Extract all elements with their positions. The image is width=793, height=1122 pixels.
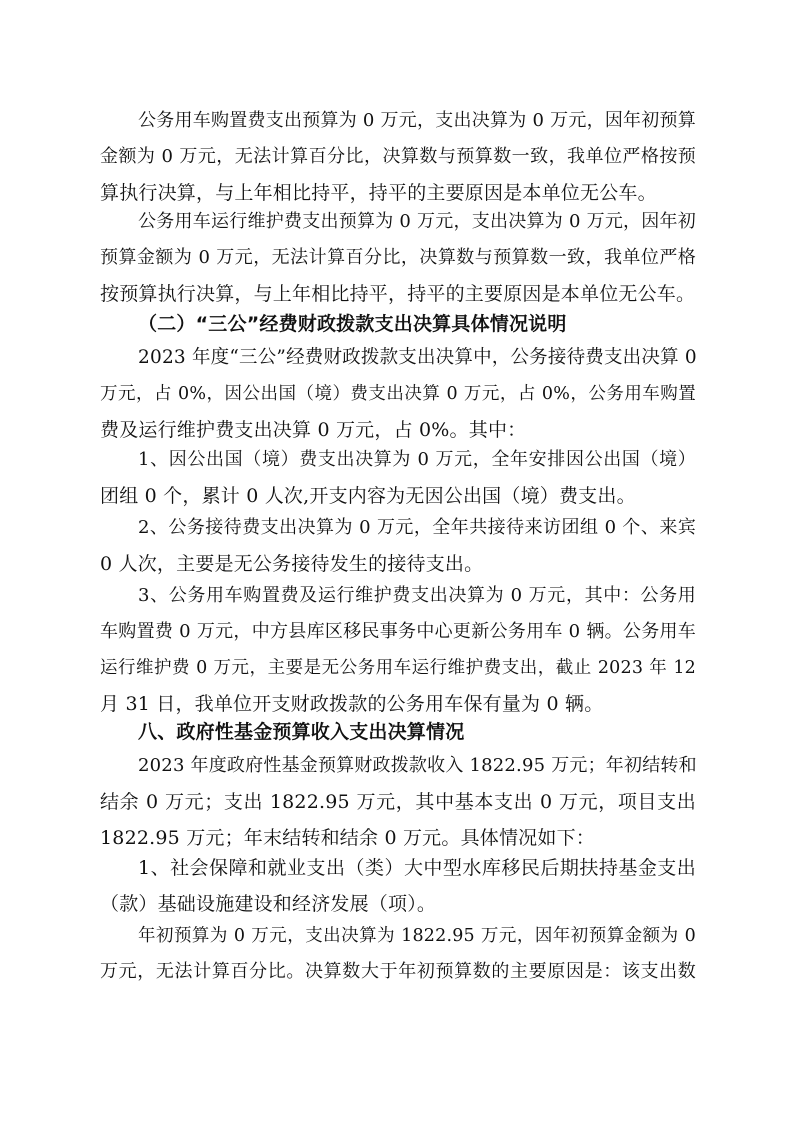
paragraph-fund-item-1-detail <box>100 918 696 990</box>
text-line: 2023 年度“三公”经费财政拨款支出决算中，公务接待费支出决算 0 <box>138 347 697 368</box>
text-line: 1、社会保障和就业支出（类）大中型水库移民后期扶持基金支出 <box>138 857 696 879</box>
text-line: 3、公务用车购置费及运行维护费支出决算为 0 万元，其中：公务用 <box>138 585 696 606</box>
text-line: 2、公务接待费支出决算为 0 万元，全年共接待来访团组 0 个、来宾 <box>138 517 696 538</box>
text-line: 费及运行维护费支出决算 0 万元，占 0%。其中： <box>100 419 527 441</box>
paragraph-item-2-reception <box>100 510 696 582</box>
heading-line: （二）“三公”经费财政拨款支出决算具体情况说明 <box>138 313 567 335</box>
text-line: 年初预算为 0 万元，支出决算为 1822.95 万元，因年初预算金额为 0 <box>138 926 696 946</box>
text-line: 公务用车运行维护费支出预算为 0 万元，支出决算为 0 万元，因年初 <box>138 211 696 232</box>
section-heading-three-public <box>100 306 696 342</box>
paragraph-item-1-overseas <box>100 442 696 514</box>
section-heading-government-fund <box>100 714 696 750</box>
text-line: 预算金额为 0 万元，无法计算百分比，决算数与预算数一致，我单位严格 <box>100 247 696 268</box>
text-line: 按预算执行决算，与上年相比持平，持平的主要原因是本单位无公车。 <box>100 283 696 305</box>
heading-line: 八、政府性基金预算收入支出决算情况 <box>138 721 465 743</box>
text-line: 月 31 日，我单位开支财政拨款的公务用车保有量为 0 辆。 <box>100 693 604 715</box>
text-line: （款）基础设施建设和经济发展（项）。 <box>100 893 437 915</box>
text-line: 运行维护费 0 万元，主要是无公务用车运行维护费支出，截止 2023 年 12 <box>100 658 696 678</box>
text-line: 金额为 0 万元，无法计算百分比，决算数与预算数一致，我单位严格按预 <box>100 146 696 167</box>
text-line: 结余 0 万元；支出 1822.95 万元，其中基本支出 0 万元，项目支出 <box>100 791 696 813</box>
paragraph-fund-item-1 <box>100 850 696 922</box>
text-line: 万元，无法计算百分比。决算数大于年初预算数的主要原因是：该支出数 <box>100 961 696 982</box>
text-line: 团组 0 个，累计 0 人次,开支内容为无因公出国（境）费支出。 <box>100 485 636 507</box>
paragraph-item-3-vehicles <box>100 578 696 722</box>
text-line: 算执行决算，与上年相比持平，持平的主要原因是本单位无公车。 <box>100 182 657 204</box>
text-line: 万元，占 0%，因公出国（境）费支出决算 0 万元，占 0%，公务用车购置 <box>100 384 696 404</box>
text-line: 0 人次，主要是无公务接待发生的接待支出。 <box>100 553 484 575</box>
text-line: 公务用车购置费支出预算为 0 万元，支出决算为 0 万元，因年初预算 <box>138 110 696 131</box>
text-line: 2023 年度政府性基金预算财政拨款收入 1822.95 万元；年初结转和 <box>138 755 697 776</box>
text-line: 1、因公出国（境）费支出决算为 0 万元，全年安排因公出国（境） <box>138 449 696 470</box>
paragraph-vehicle-maintenance <box>100 204 696 312</box>
paragraph-vehicle-purchase <box>100 103 696 211</box>
paragraph-government-fund-summary <box>100 748 696 856</box>
paragraph-three-public-summary <box>100 340 696 448</box>
text-line: 1822.95 万元；年末结转和结余 0 万元。具体情况如下： <box>100 827 595 849</box>
text-line: 车购置费 0 万元，中方县库区移民事务中心更新公务用车 0 辆。公务用车 <box>100 621 696 642</box>
